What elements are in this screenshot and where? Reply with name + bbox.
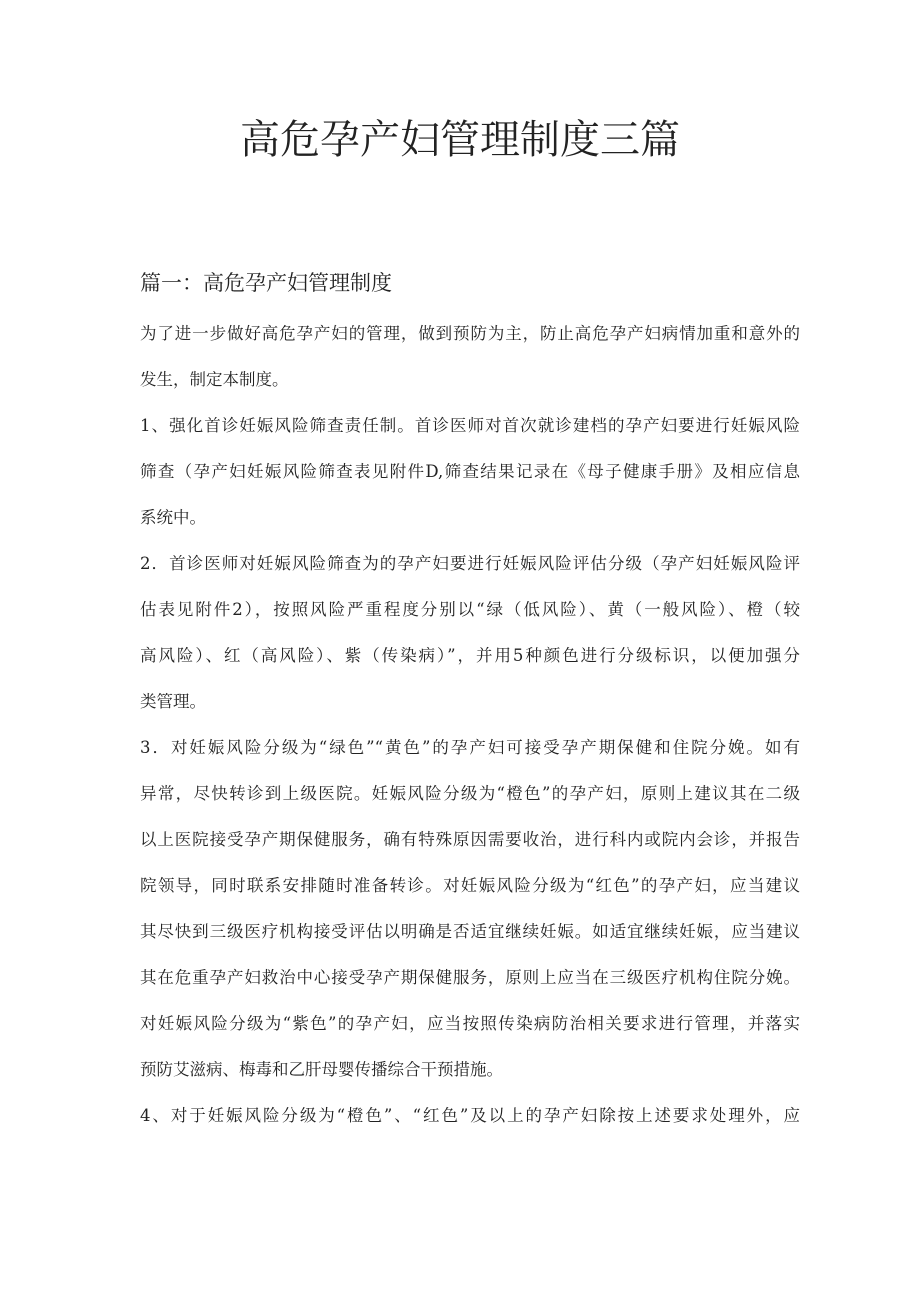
paragraph-line: 发生，制定本制度。	[140, 370, 289, 389]
paragraph-line: 系统中。	[140, 508, 206, 527]
paragraph-line: 4、对于妊娠风险分级为“橙色”、“红色”及以上的孕产妇除按上述要求处理外，应	[140, 1106, 800, 1125]
paragraph-line: 为了进一步做好高危孕产妇的管理，做到预防为主，防止高危孕产妇病情加重和意外的	[140, 324, 800, 343]
paragraph-line: 其在危重孕产妇救治中心接受孕产期保健服务，原则上应当在三级医疗机构住院分娩。	[140, 968, 800, 987]
section-heading: 篇一：高危孕产妇管理制度	[140, 271, 392, 295]
paragraph-line: 以上医院接受孕产期保健服务，确有特殊原因需要收治，进行科内或院内会诊，并报告	[140, 830, 800, 849]
paragraph-line: 1、强化首诊妊娠风险筛查责任制。首诊医师对首次就诊建档的孕产妇要进行妊娠风险	[140, 416, 800, 435]
document-body	[140, 311, 800, 1139]
paragraph-line: 其尽快到三级医疗机构接受评估以明确是否适宜继续妊娠。如适宜继续妊娠，应当建议	[140, 922, 800, 941]
paragraph-line: 异常，尽快转诊到上级医院。妊娠风险分级为“橙色”的孕产妇，原则上建议其在二级	[140, 784, 800, 803]
paragraph-line: 预防艾滋病、梅毒和乙肝母婴传播综合干预措施。	[140, 1060, 503, 1079]
document-title: 高危孕产妇管理制度三篇	[240, 117, 680, 163]
paragraph-line: 对妊娠风险分级为“紫色”的孕产妇，应当按照传染病防治相关要求进行管理，并落实	[140, 1014, 800, 1033]
paragraph-line: 高风险）、红（高风险）、紫（传染病）”，并用5种颜色进行分级标识，以便加强分	[140, 646, 800, 665]
paragraph-line: 3．对妊娠风险分级为“绿色”“黄色”的孕产妇可接受孕产期保健和住院分娩。如有	[140, 738, 800, 757]
paragraph-line: 院领导，同时联系安排随时准备转诊。对妊娠风险分级为“红色”的孕产妇，应当建议	[140, 876, 800, 895]
paragraph-line: 估表见附件2），按照风险严重程度分别以“绿（低风险）、黄（一般风险）、橙（较	[140, 600, 800, 619]
paragraph-line: 类管理。	[140, 692, 206, 711]
paragraph-line: 2．首诊医师对妊娠风险筛查为的孕产妇要进行妊娠风险评估分级（孕产妇妊娠风险评	[140, 554, 800, 573]
paragraph-line: 筛查（孕产妇妊娠风险筛查表见附件D,筛查结果记录在《母子健康手册》及相应信息	[140, 462, 800, 481]
